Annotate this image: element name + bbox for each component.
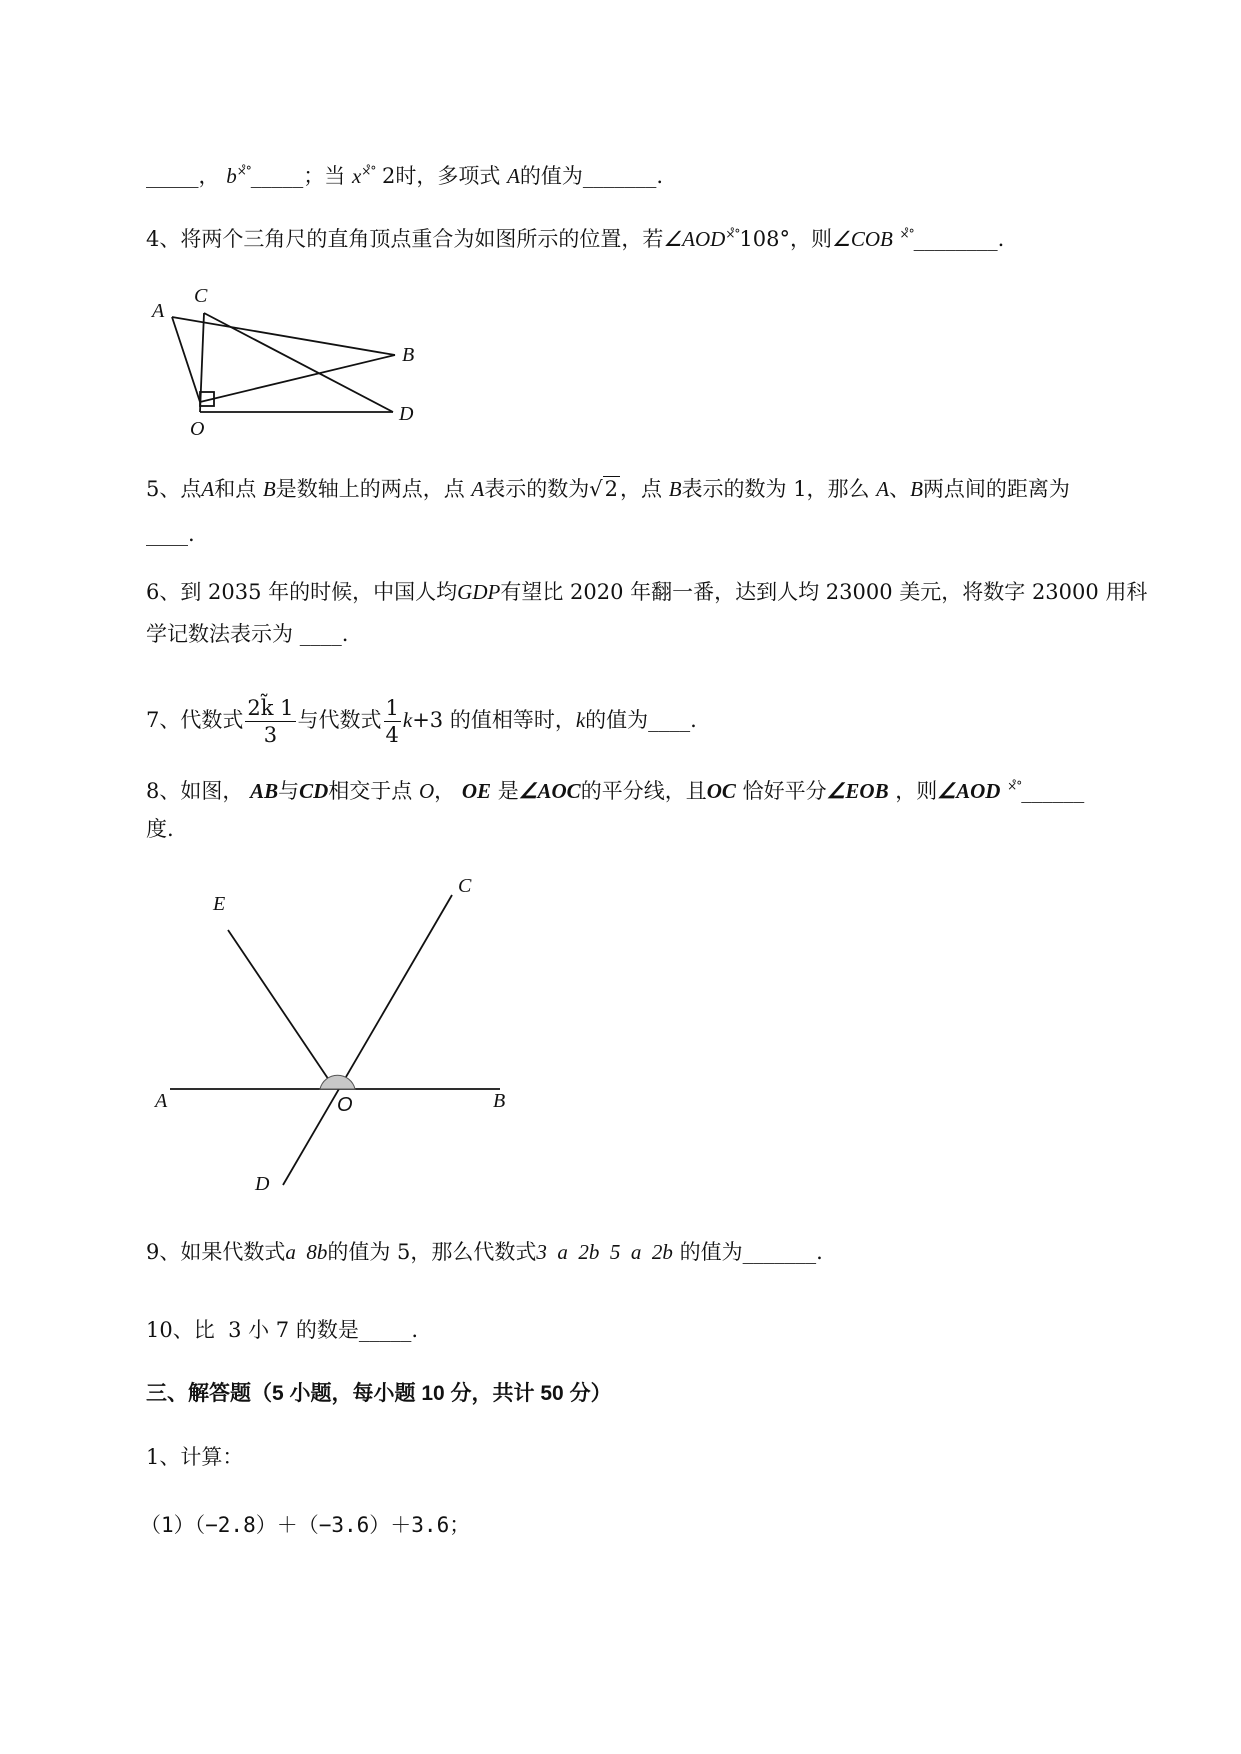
q9-text: 9、如果代数式 xyxy=(146,1240,286,1264)
angle-cob: ∠COB xyxy=(832,227,893,251)
answer-blank: ________ xyxy=(913,227,998,251)
point-b: B xyxy=(910,477,923,501)
label-e: E xyxy=(213,893,226,915)
garbled-glyph-icon: ×̊° xyxy=(899,227,914,241)
fraction-1 xyxy=(245,695,295,748)
answer-blank: ____ xyxy=(648,708,691,732)
q8-text: 度. xyxy=(146,817,174,841)
question-6-line2 xyxy=(146,620,348,648)
question-6 xyxy=(146,578,1147,606)
q5-text: 5、点 xyxy=(146,477,202,501)
line-AB xyxy=(172,317,395,355)
segment-cd: CD xyxy=(299,779,329,803)
q10-text: 10、比 3 小 7 的数是 xyxy=(146,1318,359,1342)
expression-1: a 8b xyxy=(285,1240,328,1264)
label-a: A xyxy=(152,300,165,322)
period: . xyxy=(411,1318,419,1342)
q6-text: 学记数法表示为 xyxy=(146,622,293,646)
point-a: A xyxy=(471,477,485,501)
fraction-numerator: 2k̃ 1 xyxy=(247,696,294,720)
q8-text: 恰好平分 xyxy=(742,779,827,803)
q8-figure xyxy=(145,870,525,1200)
label-b: B xyxy=(402,344,415,366)
q7-text: 的值为 xyxy=(585,708,649,732)
point-o: O xyxy=(418,779,435,803)
label-a: A xyxy=(155,1090,168,1112)
angle-aod: ∠AOD xyxy=(937,779,1001,803)
question-5-line2 xyxy=(146,520,195,548)
q5-text: 表示的数为 xyxy=(484,477,590,501)
point-b: B xyxy=(668,477,682,501)
q3-mid: 时，多项式 xyxy=(395,164,501,188)
question-7 xyxy=(146,690,697,750)
fraction-denominator: 4 xyxy=(385,723,399,747)
ray-oe: OE xyxy=(461,779,491,803)
q5-text: ，点 xyxy=(620,477,662,501)
point-a: A xyxy=(201,477,215,501)
variable-b: b xyxy=(226,164,237,188)
label-o: O xyxy=(190,418,205,440)
q4-prefix: 4、将两个三角尺的直角顶点重合为如图所示的位置，若 xyxy=(146,227,664,251)
answer-blank: _____ xyxy=(146,164,199,188)
q5-text: 是数轴上的两点，点 xyxy=(275,477,465,501)
line-AO xyxy=(172,317,200,402)
fraction-2 xyxy=(384,695,401,748)
period: . xyxy=(816,1240,823,1264)
q5-text: 和点 xyxy=(214,477,257,501)
answer-blank: ______ xyxy=(1021,779,1085,803)
q3-value: 2 xyxy=(382,164,396,188)
q4-figure xyxy=(140,280,440,440)
question-8-line2 xyxy=(146,815,174,843)
variable-k: k xyxy=(402,708,413,732)
garbled-glyph-icon: ×̊° xyxy=(1007,779,1022,793)
fraction-denominator: 3 xyxy=(263,723,278,747)
point-b: B xyxy=(262,477,276,501)
answer-blank: ____ xyxy=(299,622,342,646)
label-d: D xyxy=(255,1173,270,1195)
q7-text: 7、代数式 xyxy=(146,708,244,732)
period: . xyxy=(656,164,664,188)
gdp-term: GDP xyxy=(457,580,501,604)
angle-aod: ∠AOD xyxy=(663,227,726,251)
label-b: B xyxy=(493,1090,506,1112)
label-c: C xyxy=(194,285,208,307)
q8-text: 的平分线，且 xyxy=(580,779,707,803)
q4-mid: ，则 xyxy=(790,227,833,251)
q3-when: ；当 xyxy=(303,164,346,188)
garbled-glyph-icon: ×̊° xyxy=(725,227,740,241)
ray-OE xyxy=(228,930,335,1089)
q8-text: 与 xyxy=(278,779,300,803)
q5-text: 、 xyxy=(889,477,911,501)
period: . xyxy=(690,708,697,732)
answer-blank: _____ xyxy=(358,1318,412,1342)
label-c: C xyxy=(458,875,472,897)
variable-x: x xyxy=(351,164,362,188)
answer-blank: ____ xyxy=(146,522,188,546)
garbled-glyph-icon: ×̊° xyxy=(361,164,376,178)
line-CD xyxy=(283,895,452,1185)
question-4 xyxy=(146,220,1004,253)
period: . xyxy=(341,622,349,646)
angle-arc-icon xyxy=(320,1075,355,1089)
s3q1-sub1: （1）（−2.8）＋（−3.6）＋3.6； xyxy=(140,1513,471,1537)
question-9 xyxy=(146,1238,823,1266)
angle-eob: ∠EOB xyxy=(826,779,889,803)
q4-value: 108° xyxy=(739,227,791,251)
question-5 xyxy=(146,475,1070,503)
q9-text: 的值为 5，那么代数式 xyxy=(327,1240,537,1264)
variable-k: k xyxy=(575,708,586,732)
q5-text: 两点间的距离为 xyxy=(922,477,1070,501)
label-d: D xyxy=(399,403,414,425)
q8-text: 8、如图， xyxy=(146,779,244,803)
sqrt-radicand: 2 xyxy=(604,477,618,501)
q6-text: 有望比 2020 年翻一番，达到人均 23000 美元，将数字 23000 用科 xyxy=(500,580,1148,604)
q8-text: ， xyxy=(434,779,456,803)
answer-blank: _______ xyxy=(582,164,657,188)
ray-oc: OC xyxy=(706,779,736,803)
sqrt-expression: √2 xyxy=(589,477,618,501)
q8-text: ，则 xyxy=(895,779,938,803)
q6-text: 6、到 2035 年的时候，中国人均 xyxy=(146,580,458,604)
q5-text: 表示的数为 1，那么 xyxy=(681,477,870,501)
section-3-heading xyxy=(146,1380,612,1408)
q9-text: 的值为 xyxy=(679,1240,743,1264)
angle-aoc: ∠AOC xyxy=(518,779,581,803)
period: . xyxy=(188,522,195,546)
s3q1-title: 1、计算： xyxy=(146,1445,244,1469)
q8-text: 相交于点 xyxy=(328,779,413,803)
segment-ab: AB xyxy=(250,779,279,803)
fraction-numerator: 1 xyxy=(385,696,399,720)
q3-tail: 的值为 xyxy=(519,164,583,188)
question-8 xyxy=(146,772,1084,805)
question-10 xyxy=(146,1316,418,1344)
s3-question-1 xyxy=(146,1443,243,1471)
period: . xyxy=(997,227,1005,251)
s3-question-1-sub1 xyxy=(140,1511,470,1539)
q3-tail-line: _____， b×̊°_____；当 x×̊° 2时，多项式 A的值为_______. xyxy=(146,164,664,188)
answer-blank: _____ xyxy=(250,164,304,188)
q8-text: 是 xyxy=(497,779,519,803)
answer-blank: _______ xyxy=(742,1240,817,1264)
variable-A: A xyxy=(507,164,520,188)
q7-text: 与代数式 xyxy=(297,708,382,732)
label-o: O xyxy=(337,1094,353,1116)
q7-text: +3 的值相等时， xyxy=(412,708,576,732)
point-a: A xyxy=(876,477,890,501)
section-title: 三、解答题（5 小题，每小题 10 分，共计 50 分） xyxy=(146,1382,612,1405)
garbled-glyph-icon: ×̊° xyxy=(236,164,251,178)
expression-2: 3 a 2b 5 a 2b xyxy=(536,1240,673,1264)
